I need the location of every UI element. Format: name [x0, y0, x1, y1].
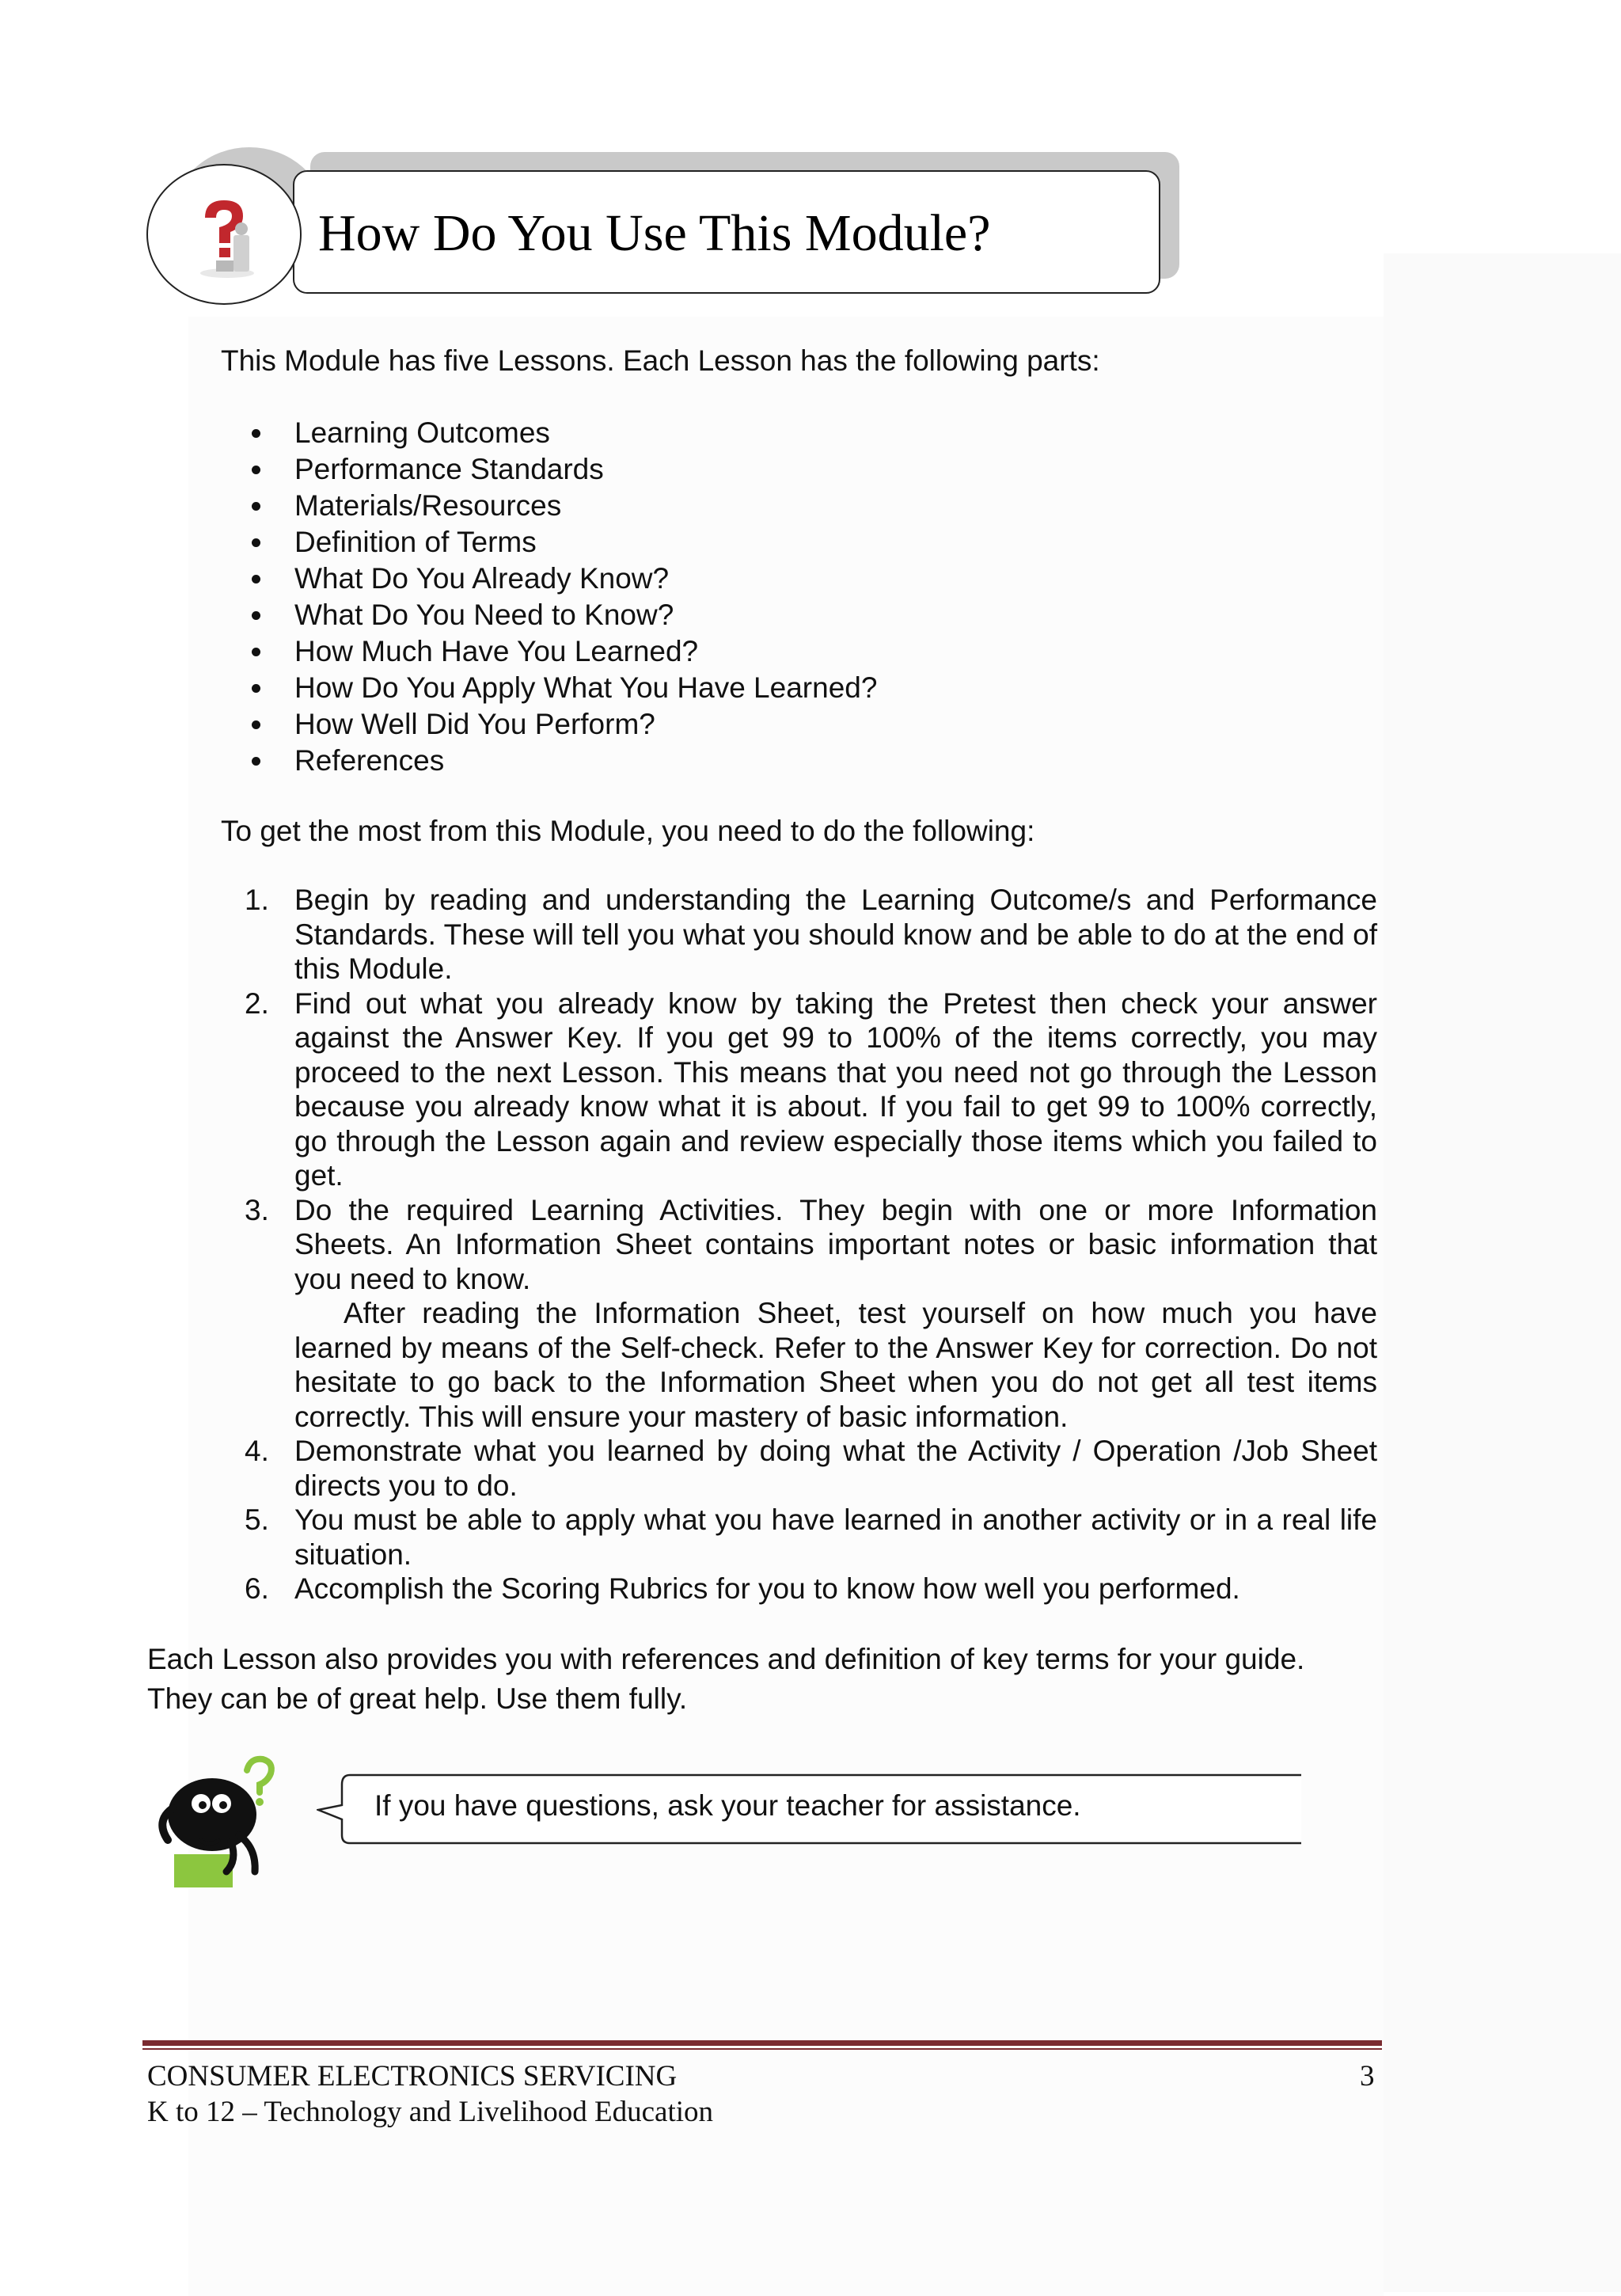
question-bubble-text: If you have questions, ask your teacher for assistance.: [374, 1789, 1081, 1822]
step-text: Accomplish the Scoring Rubrics for you to know how well you performed.: [294, 1572, 1240, 1605]
steps-list: [241, 883, 1377, 1606]
step-subparagraph: After reading the Information Sheet, test yourself on how much you have learned by means of the Self-check. Refer to the Answer Key for correction. Do not hesitate to go back to the Information Sheet when you do not get all test items correctly. This will ensure your mastery of basic information.: [294, 1297, 1377, 1433]
step-number: 1.: [245, 884, 269, 916]
step-number: 3.: [245, 1193, 269, 1226]
list-item: What Do You Already Know?: [241, 561, 877, 597]
footer-rule: [142, 2040, 1382, 2046]
footer-course: K to 12 – Technology and Livelihood Education: [147, 2096, 714, 2128]
step-text: Begin by reading and understanding the Learning Outcome/s and Performance Standards. These will tell you what you should know and be able to do at the end of this Module.: [294, 884, 1377, 985]
step-text: Find out what you already know by taking the Pretest then check your answer against the Answer Key. If you get 99 to 100% of the items correctly, you may proceed to the next Lesson. This means that you need not go through the Lesson because you already know what it is about. If you fail to get 99 to 100% correctly, go through the Lesson again and review especially those items which you failed to get.: [294, 986, 1377, 1192]
step-item: [241, 1434, 1377, 1503]
list-item: Definition of Terms: [241, 524, 877, 561]
step-number: 6.: [245, 1572, 269, 1605]
step-item: [241, 1193, 1377, 1435]
closing-line-2: They can be of great help. Use them fully.: [147, 1682, 688, 1715]
step-number: 4.: [245, 1435, 269, 1467]
step-number: 5.: [245, 1503, 269, 1536]
step-item: [241, 883, 1377, 986]
step-text: Demonstrate what you learned by doing what the Activity / Operation /Job Sheet directs you to do.: [294, 1435, 1377, 1502]
title-banner: [293, 170, 1160, 294]
title-icon-circle: [146, 164, 302, 305]
list-item: How Do You Apply What You Have Learned?: [241, 670, 877, 706]
intro-text: This Module has five Lessons. Each Lesson has the following parts:: [221, 344, 1100, 377]
page-title: How Do You Use This Module?: [318, 204, 991, 262]
instructions-intro: To get the most from this Module, you need to do the following:: [221, 815, 1035, 847]
step-text: Do the required Learning Activities. They begin with one or more Information Sheets. An Information Sheet contains important notes or basic information that you need to know.: [294, 1193, 1377, 1295]
list-item: Learning Outcomes: [241, 415, 877, 451]
list-item: How Well Did You Perform?: [241, 706, 877, 743]
closing-line-1: Each Lesson also provides you with references and definition of key terms for your guide.: [147, 1643, 1305, 1675]
thinking-mascot-icon: [144, 1753, 302, 1889]
page-number: 3: [1360, 2060, 1375, 2093]
footer-rule-thin: [142, 2048, 1382, 2050]
step-number: 2.: [245, 986, 269, 1020]
list-item: Materials/Resources: [241, 488, 877, 524]
list-item: References: [241, 743, 877, 779]
footer-subject: CONSUMER ELECTRONICS SERVICING: [147, 2060, 678, 2093]
step-item: [241, 986, 1377, 1193]
step-item: [241, 1503, 1377, 1572]
question-mark-icon: [188, 194, 267, 281]
margin-background: [1384, 253, 1621, 2292]
lesson-parts-list: [241, 415, 877, 779]
list-item: How Much Have You Learned?: [241, 633, 877, 670]
step-text: You must be able to apply what you have learned in another activity or in a real life situation.: [294, 1503, 1377, 1571]
list-item: Performance Standards: [241, 451, 877, 488]
list-item: What Do You Need to Know?: [241, 597, 877, 633]
step-item: [241, 1572, 1377, 1606]
